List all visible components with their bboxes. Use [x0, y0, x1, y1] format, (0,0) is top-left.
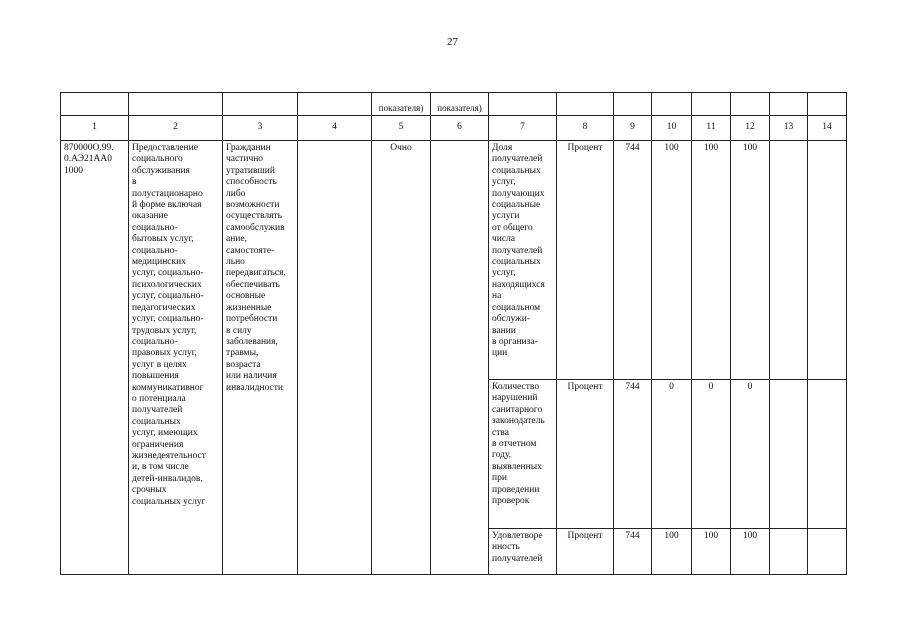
header-row [61, 93, 847, 116]
value-cell: 0 [692, 380, 731, 529]
column-number: 14 [808, 116, 847, 141]
value-cell [770, 529, 808, 575]
value-cell: 0 [652, 380, 692, 529]
header-cell [223, 93, 298, 116]
value-cell [770, 380, 808, 529]
column-number-row [61, 116, 847, 141]
column-number: 13 [770, 116, 808, 141]
value-cell: 100 [731, 141, 770, 380]
unit-cell: Процент [557, 141, 614, 380]
column-number: 7 [489, 116, 557, 141]
column-number: 10 [652, 116, 692, 141]
page-number: 27 [447, 36, 458, 48]
value-cell: 100 [692, 529, 731, 575]
table-row [61, 141, 847, 380]
column-number: 9 [614, 116, 652, 141]
value-cell: 100 [652, 529, 692, 575]
header-cell [557, 93, 614, 116]
recipient-category-cell: Гражданин частично утративший способность либо возможности осуществлять самообслужив ание, самостояте- льно передвигаться, обеспечивать основные жизненные потребности в силу заболевания, травмы, возраста или наличия инвалидности [223, 141, 298, 575]
registry-code-cell: 870000О.99. 0.АЭ21АА0 1000 [61, 141, 129, 575]
column-number: 4 [298, 116, 372, 141]
column-number: 2 [129, 116, 223, 141]
okei-code-cell: 744 [614, 380, 652, 529]
service-name-cell: Предоставление социального обслуживания в полустационарно й форме включая оказание социально- бытовых услуг, социально- медицинских услуг, социально- психологических услуг, социально- педагогических услуг, социально- трудовых услуг, социально- правовых услуг, услуг в целях повышения коммуникативног о потенциала получателей социальных услуг, имеющих ограничения жизнедеятельност и, в том числе детей-инвалидов, срочных социальных услуг [129, 141, 223, 575]
header-cell [652, 93, 692, 116]
header-cell [489, 93, 557, 116]
header-cell [614, 93, 652, 116]
header-cell [129, 93, 223, 116]
header-cell [61, 93, 129, 116]
indicator-name-cell: Удовлетворе нность получателей [489, 529, 557, 575]
okei-code-cell: 744 [614, 529, 652, 575]
column-number: 3 [223, 116, 298, 141]
column-number: 11 [692, 116, 731, 141]
service-form-cell: Очно [372, 141, 431, 575]
indicator-name-cell: Доля получателей социальных услуг, получающих социальные услуги от общего числа получателей социальных услуг, находящихся на социальном обслужи- вании в организа- ции [489, 141, 557, 380]
header-cell [770, 93, 808, 116]
header-cell [298, 93, 372, 116]
empty-cell [298, 141, 372, 575]
header-cell [808, 93, 847, 116]
value-cell [770, 141, 808, 380]
header-cell [731, 93, 770, 116]
column-number: 8 [557, 116, 614, 141]
okei-code-cell: 744 [614, 141, 652, 380]
value-cell: 100 [692, 141, 731, 380]
value-cell: 100 [731, 529, 770, 575]
indicator-name-cell: Количество нарушений санитарного законодатель ства в отчетном году, выявленных при проведении проверок [489, 380, 557, 529]
unit-cell: Процент [557, 380, 614, 529]
column-number: 5 [372, 116, 431, 141]
column-number: 6 [431, 116, 489, 141]
value-cell [808, 380, 847, 529]
column-number: 12 [731, 116, 770, 141]
value-cell: 0 [731, 380, 770, 529]
value-cell [808, 141, 847, 380]
value-cell: 100 [652, 141, 692, 380]
header-cell [692, 93, 731, 116]
unit-cell: Процент [557, 529, 614, 575]
column-number: 1 [61, 116, 129, 141]
service-indicators-table [60, 92, 847, 575]
empty-cell [431, 141, 489, 575]
value-cell [808, 529, 847, 575]
header-cell: показателя) [431, 93, 489, 116]
header-cell: показателя) [372, 93, 431, 116]
